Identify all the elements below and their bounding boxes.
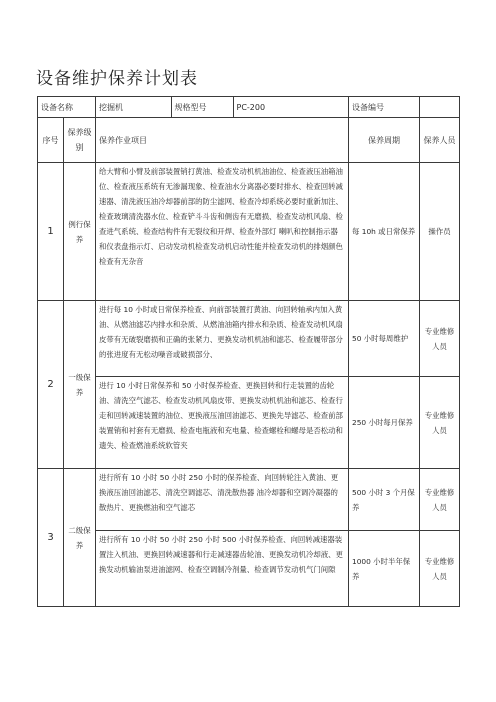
header-staff: 保养人员 (420, 118, 460, 163)
row-items: 进行所有 10 小时 50 小时 250 小时 500 小时保养检查、向回转减速器装置注入机油、更换回转减速器和行走减速器齿轮油、更换发动机冷却液、更换发动机输油泵进油滤网、检查空调制冷剂量、检查调节发动机气门间隙 (96, 531, 349, 607)
row-cycle: 50 小时每周维护 (349, 301, 420, 377)
table-row (38, 469, 460, 531)
equip-no-label: 设备编号 (349, 97, 420, 118)
header-seq: 序号 (38, 118, 64, 163)
equipment-info-row (38, 97, 460, 118)
row-level: 二级保养 (64, 469, 96, 607)
model-value: PC-200 (236, 102, 266, 112)
row-items: 进行每 10 小时或日常保养检查、向前部装置打黄油、向回转轴承内加入黄油、从燃油滤芯内排水和杂质、从燃油油箱内排水和杂质、检查发动机风扇皮带有无破裂磨损和正确的张紧力、更换发动机机油和滤芯、检查履带部分的张进度有无松动噪音或破损部分、 (96, 301, 349, 377)
maintenance-plan-table (37, 96, 460, 607)
equip-no-value (420, 97, 460, 118)
row-level: 一级保养 (64, 301, 96, 469)
row-level: 例行保养 (64, 163, 96, 301)
row-cycle: 250 小时每月保养 (349, 377, 420, 469)
equip-name-value: 挖掘机 (96, 97, 171, 117)
row-items: 进行 10 小时日常保养和 50 小时保养检查、更换回转和行走装置的齿轮油、清洗空气滤芯、检查发动机风扇皮带、更换发动机机油和滤芯、检查行走和回转减速装置的油位、更换液压油回油滤芯、更换先导滤芯、检查前部装置销和衬套有无磨损、检查电瓶液和充电量、检查螺栓和螺母是否松动和遗失、检查燃油系统软管夹 (96, 377, 349, 469)
row-cycle: 每 10h 或日常保养 (349, 163, 420, 301)
row-seq: 1 (38, 163, 64, 301)
row-cycle: 1000 小时半年保养 (349, 531, 420, 607)
row-seq: 3 (38, 469, 64, 607)
row-staff: 专业维修人员 (420, 377, 460, 469)
model-label: 规格型号 (171, 97, 233, 117)
table-row (38, 301, 460, 377)
document-title: 设备维护保养计划表 (36, 69, 198, 89)
row-staff: 专业维修人员 (420, 469, 460, 531)
row-items: 给大臂和小臂及前部装置销打黄油、检查发动机机油油位、检查液压油箱油位、检查液压系统有无渗漏现象、检查油水分离器必要时排水、检查回转减速器、清洗液压油冷却器前部的防尘滤网、检查冷却系统必要时重新加注、检查玻璃清洗器水位、检查铲斗斗齿和侧齿有无磨损、检查发动机风扇、检查进气系统、检查结构件有无裂纹和开焊、检查外部灯 喇叭和控制指示器和仪表盘指示灯、启动发动机检查发动机启动性能并检查发动机的排烟颜色 检查有无杂音 (96, 163, 349, 301)
row-items: 进行所有 10 小时 50 小时 250 小时的保养检查、向回转轮注入黄油、更换液压油回油滤芯、清洗空调滤芯、清洗散热器 油冷却器和空调冷凝器的散热片、更换燃油和空气滤芯 (96, 469, 349, 531)
header-level: 保养级别 (64, 118, 96, 163)
table-row (38, 163, 460, 301)
info-inner-cell (96, 97, 349, 118)
row-staff: 专业维修人员 (420, 531, 460, 607)
row-cycle: 500 小时 3 个月保养 (349, 469, 420, 531)
row-staff: 操作员 (420, 163, 460, 301)
table-row (38, 377, 460, 469)
equip-name-label: 设备名称 (38, 97, 96, 118)
row-seq: 2 (38, 301, 64, 469)
header-items: 保养作业项目 (96, 118, 349, 163)
row-staff: 专业维修人员 (420, 301, 460, 377)
header-cycle: 保养周期 (349, 118, 420, 163)
table-row (38, 531, 460, 607)
column-header-row (38, 118, 460, 163)
